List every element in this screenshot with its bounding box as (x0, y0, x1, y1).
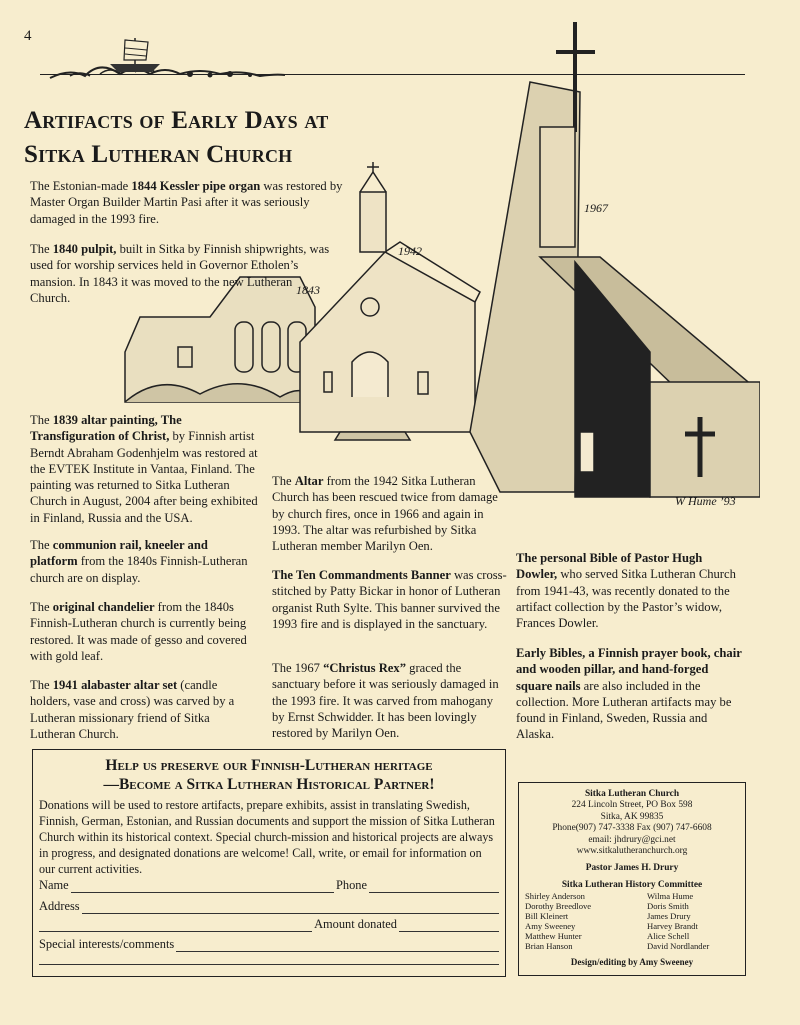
form-row-address (39, 899, 499, 914)
interests-field-line-2[interactable] (39, 952, 499, 965)
paragraph-christus-rex: The 1967 “Christus Rex” graced the sanctuary before it was seriously damaged in the 1993 fire. It was carved from mahogany by Ernst Schwidder. It has been lovingly restored by Marilyn Oen. (272, 661, 499, 741)
committee-member: David Nordlander (647, 941, 710, 952)
paragraph-alabaster-set: The 1941 alabaster altar set (candle holders, vase and cross) was carved by a Lutheran missionary friend of Sitka Lutheran Church. (30, 678, 235, 741)
committee-member: Bill Kleinert (525, 911, 569, 922)
paragraph-altar-painting: The 1839 altar painting, The Transfiguration of Christ, by Finnish artist Berndt Abraham Godenhjelm was restored at the EVTEK Institute in Vantaa, Finland. The painting was returned to Sitka Lutheran Church in August, 2004 after being exhibited in Finland, Russia and the USA. (30, 413, 258, 525)
name-label: Name (39, 878, 69, 892)
committee-member: James Drury (647, 911, 691, 922)
pastor-name: Pastor James H. Drury (585, 863, 679, 874)
paragraph-banner: The Ten Commandments Banner was cross-stitched by Patty Bickar in honor of Lutheran organist Ruth Sylte. This banner survived the 1993 fire and is displayed in the sanctuary. (272, 568, 507, 631)
interests-label: Special interests/comments (39, 937, 175, 951)
paragraph-pastor-bible: The personal Bible of Pastor Hugh Dowler, who served Sitka Lutheran Church from 1941-43, was recently donated to the artifact collection by the Pastor’s widow, Frances Dowler. (516, 551, 736, 631)
form-row-name-phone (39, 878, 499, 893)
address-field-line-2[interactable] (39, 919, 312, 932)
church-name: Sitka Lutheran Church (584, 789, 680, 799)
page-number: 4 (24, 28, 32, 44)
church-phone-fax: Phone(907) 747-3338 Fax (907) 747-6608 (552, 823, 712, 834)
amount-label: Amount donated (314, 917, 397, 931)
committee-member: Dorothy Breedlove (525, 901, 592, 912)
phone-label: Phone (336, 878, 367, 892)
committee-list (519, 891, 745, 951)
paragraph-chandelier: The original chandelier from the 1840s Finnish-Lutheran church is currently being restored. It was made of gesso and covered with gold leaf. (30, 600, 247, 663)
committee-member: Brian Hanson (525, 941, 573, 952)
address-field[interactable] (82, 901, 499, 914)
donation-heading-line-1: Help us preserve our Finnish-Lutheran heritage (105, 757, 433, 774)
design-credit: Design/editing by Amy Sweeney (570, 957, 694, 968)
church-street: 224 Lincoln Street, PO Box 598 (571, 800, 693, 811)
contact-info-box (518, 782, 746, 976)
committee-left-column (525, 891, 617, 951)
committee-member: Harvey Brandt (647, 921, 698, 932)
committee-member: Wilma Hume (647, 891, 694, 902)
donation-form-box (32, 749, 506, 977)
paragraph-organ: The Estonian-made 1844 Kessler pipe organ was restored by Master Organ Builder Martin Pasi after it was seriously damaged in the 1993 fire. (30, 179, 343, 226)
artist-signature: W Hume ’93 (675, 494, 736, 508)
church-email: email: jhdrury@gci.net (588, 834, 676, 845)
donation-heading (33, 756, 505, 794)
name-field[interactable] (71, 880, 334, 893)
year-label-1942: 1942 (398, 244, 422, 258)
amount-field[interactable] (399, 919, 499, 932)
donation-description: Donations will be used to restore artifacts, prepare exhibits, assist in translating Swedish, Finnish, German, Estonian, and Russian documents and support the mission of Sitka Lutheran Church within its historical context. Special church-mission and historical projects are always in progress, and designated donations are welcome! Call, write, or email for information on our current activities. (39, 798, 495, 876)
address-label: Address (39, 899, 80, 913)
donation-heading-line-2: —Become a Sitka Lutheran Historical Partner! (103, 776, 435, 793)
paragraph-early-bibles: Early Bibles, a Finnish prayer book, chair and wooden pillar, and hand-forged square nails are also included in the collection. More Lutheran artifacts may be found in Finland, Sweden, Russia and Alaska. (516, 646, 742, 742)
committee-right-column (617, 891, 739, 951)
title-line-1: Artifacts of Early Days at (24, 107, 329, 134)
committee-member: Alice Schell (647, 931, 690, 942)
committee-title: Sitka Lutheran History Committee (561, 879, 703, 890)
interests-field[interactable] (176, 939, 499, 952)
form-row-interests (39, 937, 499, 952)
year-label-1843: 1843 (296, 283, 320, 297)
phone-field[interactable] (369, 880, 499, 893)
committee-member: Shirley Anderson (525, 891, 585, 902)
committee-member: Amy Sweeney (525, 921, 576, 932)
paragraph-pulpit: The 1840 pulpit, built in Sitka by Finnish shipwrights, was used for worship services held in Governor Etholen’s mansion. In 1843 it was moved to the new Lutheran Church. (30, 242, 330, 305)
committee-member: Doris Smith (647, 901, 689, 912)
form-row-amount (39, 917, 499, 932)
paragraph-communion-rail: The communion rail, kneeler and platform from the 1840s Finnish-Lutheran church are on display. (30, 538, 248, 585)
church-website: www.sitkalutheranchurch.org (576, 846, 688, 857)
church-city: Sitka, AK 99835 (600, 811, 664, 822)
title-line-2: Sitka Lutheran Church (24, 141, 293, 168)
committee-member: Matthew Hunter (525, 931, 582, 942)
year-label-1967: 1967 (584, 201, 608, 215)
paragraph-altar: The Altar from the 1942 Sitka Lutheran Church has been rescued twice from damage by church fires, once in 1966 and again in 1993. The altar was refurbished by Sitka Lutheran member Marilyn Oen. (272, 474, 498, 554)
